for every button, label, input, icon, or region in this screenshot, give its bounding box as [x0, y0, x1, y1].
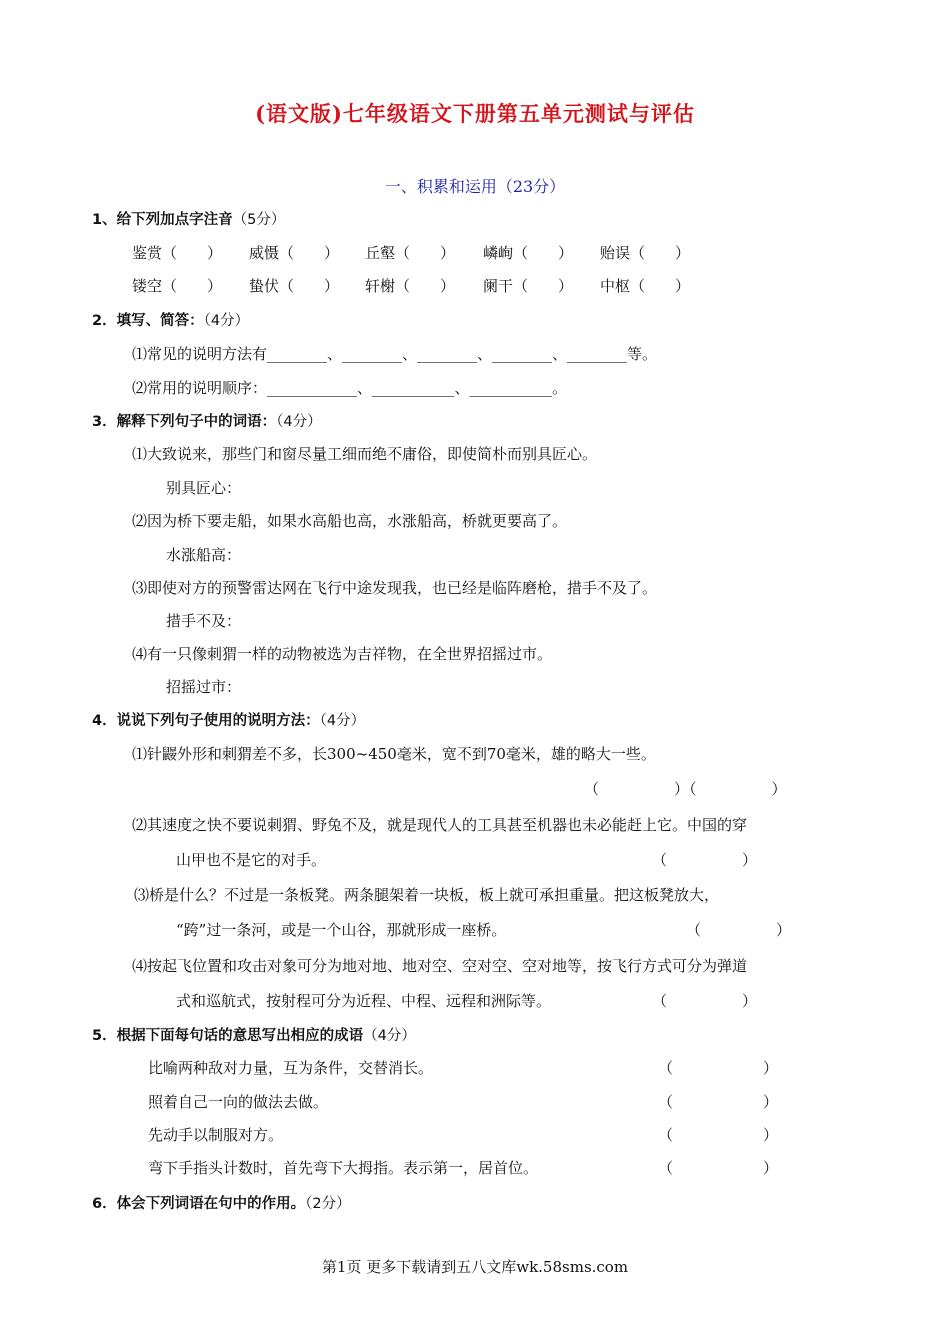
page-title: (语文版)七年级语文下册第五单元测试与评估	[255, 101, 695, 126]
q4-answer-blank: （ ）	[686, 921, 792, 939]
q4-sentence: ⑶桥是什么？不过是一条板凳。两条腿架着一块板，板上就可承担重量。把这板凳放大，	[134, 886, 720, 904]
q1-item: 鉴赏（ ）	[132, 244, 223, 262]
q1-item: 丘壑（ ）	[365, 244, 456, 262]
q4-sentence: ⑵其速度之快不要说刺猬、野兔不及，就是现代人的工具甚至机器也未必能赶上它。中国的穿	[132, 816, 748, 834]
q1-item: 威慑（ ）	[249, 244, 340, 262]
q5-answer-blank: （ ）	[658, 1159, 779, 1177]
q5-item: 照着自己一向的做法去做。	[148, 1093, 329, 1111]
q1-item: 贻误（ ）	[600, 244, 691, 262]
q5-answer-blank: （ ）	[658, 1059, 779, 1077]
question-3-label: 3．解释下列句子中的词语：（4分）	[92, 414, 322, 430]
q4-sentence: ⑷按起飞位置和攻击对象可分为地对地、地对空、空对空、空对地等，按飞行方式可分为弹道	[132, 957, 748, 975]
question-4-label: 4．说说下列句子使用的说明方法：（4分）	[92, 713, 366, 729]
q5-item: 弯下手指头计数时，首先弯下大拇指。表示第一，居首位。	[148, 1159, 539, 1177]
q3-word: 招摇过市：	[166, 678, 242, 696]
q5-item: 先动手以制服对方。	[148, 1126, 284, 1144]
q4-sentence: ⑴针鼹外形和刺猬差不多，长300~450毫米，宽不到70毫米，雄的略大一些。	[132, 745, 656, 763]
q4-sentence-cont: 式和巡航式，按射程可分为近程、中程、远程和洲际等。	[176, 992, 552, 1010]
q2-line: ⑵常用的说明顺序：____________、___________、___________。	[132, 379, 568, 397]
q2-line: ⑴常见的说明方法有________、________、________、________、________等。	[132, 345, 658, 363]
q1-item: 嶙峋（ ）	[483, 244, 574, 262]
q1-item: 镂空（ ）	[132, 277, 223, 295]
q5-answer-blank: （ ）	[658, 1126, 779, 1144]
question-2-label: 2．填写、简答：（4分）	[92, 313, 250, 329]
q4-answer-blank: （ ）	[652, 851, 758, 869]
q4-answer-blank: （ ）（ ）	[584, 780, 787, 798]
q3-word: 措手不及：	[166, 612, 242, 630]
q3-sentence: ⑷有一只像刺猬一样的动物被选为吉祥物，在全世界招摇过市。	[132, 645, 553, 663]
q3-sentence: ⑶即使对方的预警雷达网在飞行中途发现我，也已经是临阵磨枪，措手不及了。	[132, 579, 658, 597]
question-5-label: 5．根据下面每句话的意思写出相应的成语（4分）	[92, 1028, 416, 1044]
q1-item: 轩榭（ ）	[365, 277, 456, 295]
q4-sentence-cont: 山甲也不是它的对手。	[176, 851, 327, 869]
section-heading: 一、积累和运用（23分）	[384, 177, 566, 196]
q5-item: 比喻两种敌对力量，互为条件，交替消长。	[148, 1059, 434, 1077]
q3-sentence: ⑵因为桥下要走船，如果水高船也高，水涨船高，桥就更要高了。	[132, 512, 568, 530]
q3-sentence: ⑴大致说来，那些门和窗尽量工细而绝不庸俗，即使简朴而别具匠心。	[132, 445, 598, 463]
question-1-label: 1、给下列加点字注音（5分）	[92, 212, 286, 228]
q1-item: 阑干（ ）	[483, 277, 574, 295]
q3-word: 水涨船高：	[166, 546, 242, 564]
q4-sentence-cont: “跨”过一条河，或是一个山谷，那就形成一座桥。	[176, 921, 507, 939]
question-6-label: 6．体会下列词语在句中的作用。（2分）	[92, 1196, 351, 1212]
q4-answer-blank: （ ）	[652, 992, 758, 1010]
q1-item: 中枢（ ）	[600, 277, 691, 295]
q5-answer-blank: （ ）	[658, 1093, 779, 1111]
q3-word: 别具匠心：	[166, 479, 242, 497]
page-footer: 第1页 更多下载请到五八文库wk.58sms.com	[321, 1258, 629, 1276]
q1-item: 蛰伏（ ）	[249, 277, 340, 295]
